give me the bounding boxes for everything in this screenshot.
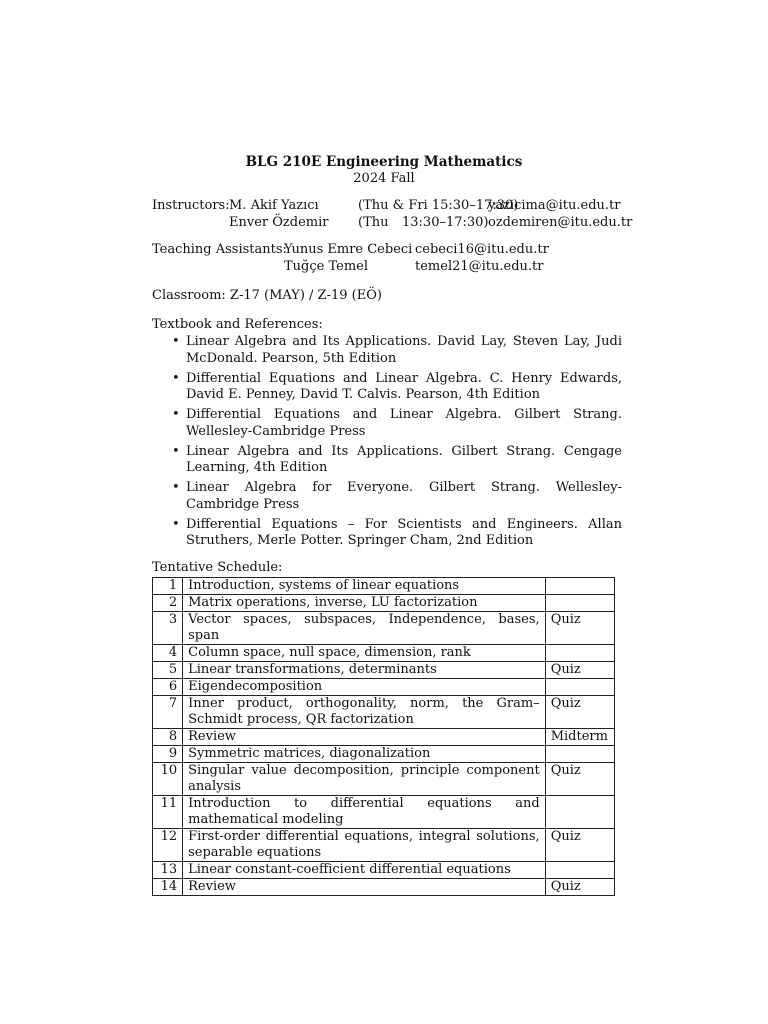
assistant-name: Tuğçe Temel <box>284 259 369 274</box>
course-term: 2024 Fall <box>353 171 415 186</box>
note-cell <box>545 645 614 662</box>
topic-cell: Introduction to differential equations and mathematical modeling <box>183 796 546 829</box>
textbook-item <box>152 371 622 404</box>
note-cell: Quiz <box>545 829 614 862</box>
bullet-icon: • <box>172 370 180 386</box>
topic-cell: Symmetric matrices, diagonalization <box>183 746 546 763</box>
topic-cell: Inner product, orthogonality, norm, the Gram–Schmidt process, QR factorization <box>183 696 546 729</box>
topic-cell: Review <box>183 729 546 746</box>
instructor-hours-day: (Thu <box>358 215 389 230</box>
topic-cell: Matrix operations, inverse, LU factorization <box>183 595 546 612</box>
week-cell: 7 <box>153 696 183 729</box>
textbook-text: Linear Algebra and Its Applications. Gilbert Strang. Cengage Learning, 4th Edition <box>186 443 622 475</box>
instructors-label: Instructors: <box>152 198 230 213</box>
table-row <box>153 679 615 696</box>
textbook-item <box>152 444 622 477</box>
assistant-email: temel21@itu.edu.tr <box>415 259 544 274</box>
table-row <box>153 578 615 595</box>
table-row <box>153 595 615 612</box>
note-cell: Quiz <box>545 696 614 729</box>
note-cell: Midterm <box>545 729 614 746</box>
instructor-name: Enver Özdemir <box>229 215 329 230</box>
bullet-icon: • <box>172 334 180 349</box>
table-row <box>153 862 615 879</box>
assistant-name: Yunus Emre Cebeci <box>284 242 413 257</box>
note-cell <box>545 862 614 879</box>
instructor-email: yazicima@itu.edu.tr <box>488 198 621 213</box>
topic-cell: Introduction, systems of linear equations <box>183 578 546 595</box>
instructor-name: M. Akif Yazıcı <box>229 198 319 213</box>
topic-cell: Linear constant-coefficient differential equations <box>183 862 546 879</box>
week-cell: 10 <box>153 763 183 796</box>
topic-cell: First-order differential equations, integral solutions, separable equations <box>183 829 546 862</box>
note-cell: Quiz <box>545 612 614 645</box>
bullet-icon: • <box>172 516 180 532</box>
week-cell: 14 <box>153 879 183 896</box>
table-row <box>153 645 615 662</box>
textbooks-heading: Textbook and References: <box>152 317 323 332</box>
note-cell: Quiz <box>545 763 614 796</box>
note-cell <box>545 578 614 595</box>
note-cell: Quiz <box>545 879 614 896</box>
note-cell <box>545 796 614 829</box>
table-row <box>153 746 615 763</box>
textbook-text: Differential Equations and Linear Algebra. Gilbert Strang. Wellesley-Cambridge Press <box>186 407 622 439</box>
instructor-email: ozdemiren@itu.edu.tr <box>488 215 633 230</box>
table-row <box>153 829 615 862</box>
week-cell: 2 <box>153 595 183 612</box>
week-cell: 8 <box>153 729 183 746</box>
table-row <box>153 879 615 896</box>
week-cell: 1 <box>153 578 183 595</box>
topic-cell: Review <box>183 879 546 896</box>
week-cell: 9 <box>153 746 183 763</box>
textbook-item <box>152 517 622 550</box>
topic-cell: Vector spaces, subspaces, Independence, bases, span <box>183 612 546 645</box>
note-cell <box>545 679 614 696</box>
table-row <box>153 662 615 679</box>
course-title: BLG 210E Engineering Mathematics <box>245 154 523 170</box>
assistants-label: Teaching Assistants: <box>152 242 287 257</box>
bullet-icon: • <box>172 480 180 495</box>
textbook-text: Differential Equations – For Scientists and Engineers. Allan Struthers, Merle Potter. Springer Cham, 2nd Edition <box>186 516 622 548</box>
textbook-item <box>152 407 622 440</box>
schedule-table <box>152 577 615 896</box>
bullet-icon: • <box>172 407 180 422</box>
table-row <box>153 696 615 729</box>
textbook-text: Linear Algebra for Everyone. Gilbert Strang. Wellesley-Cambridge Press <box>186 480 622 512</box>
note-cell: Quiz <box>545 662 614 679</box>
note-cell <box>545 595 614 612</box>
week-cell: 6 <box>153 679 183 696</box>
textbook-list <box>152 334 622 553</box>
schedule-heading: Tentative Schedule: <box>152 560 283 575</box>
instructor-hours: (Thu & Fri 15:30–17:30) <box>358 198 519 213</box>
textbook-item <box>152 480 622 513</box>
table-row <box>153 729 615 746</box>
week-cell: 11 <box>153 796 183 829</box>
week-cell: 5 <box>153 662 183 679</box>
note-cell <box>545 746 614 763</box>
topic-cell: Eigendecomposition <box>183 679 546 696</box>
textbook-text: Differential Equations and Linear Algebra. C. Henry Edwards, David E. Penney, David T. Calvis. Pearson, 4th Edition <box>186 370 622 402</box>
week-cell: 3 <box>153 612 183 645</box>
instructor-hours-time: 13:30–17:30) <box>402 215 489 230</box>
table-row <box>153 612 615 645</box>
assistant-email: cebeci16@itu.edu.tr <box>415 242 549 257</box>
textbook-item <box>152 334 622 367</box>
table-row <box>153 796 615 829</box>
table-row <box>153 763 615 796</box>
topic-cell: Column space, null space, dimension, rank <box>183 645 546 662</box>
topic-cell: Singular value decomposition, principle component analysis <box>183 763 546 796</box>
textbook-text: Linear Algebra and Its Applications. David Lay, Steven Lay, Judi McDonald. Pearson, 5th Edition <box>186 334 622 366</box>
week-cell: 4 <box>153 645 183 662</box>
topic-cell: Linear transformations, determinants <box>183 662 546 679</box>
week-cell: 12 <box>153 829 183 862</box>
classroom-line: Classroom: Z-17 (MAY) / Z-19 (EÖ) <box>152 288 382 303</box>
week-cell: 13 <box>153 862 183 879</box>
bullet-icon: • <box>172 443 180 459</box>
